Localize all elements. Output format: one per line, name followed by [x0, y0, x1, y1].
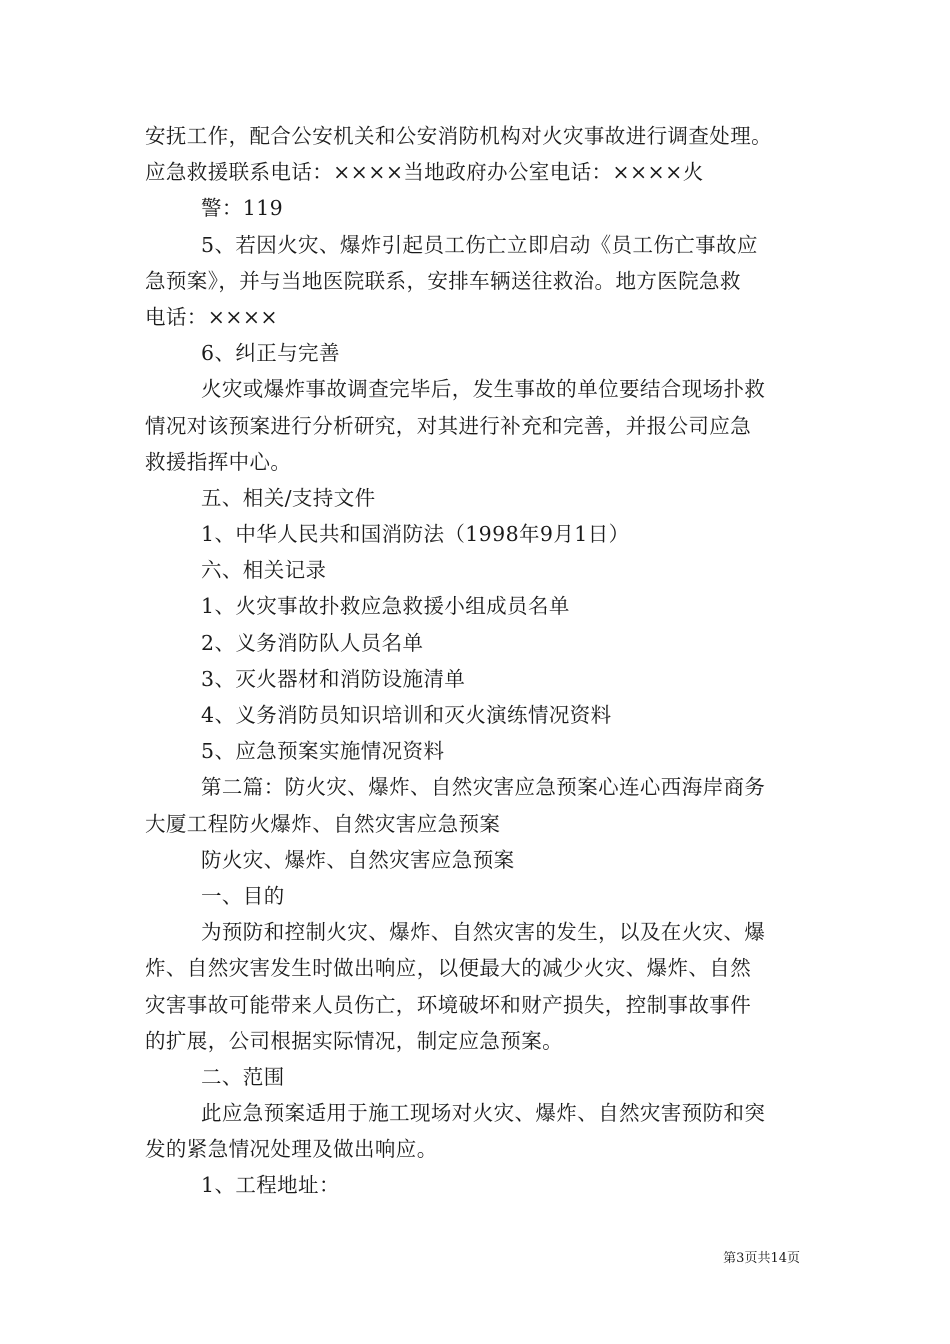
text-line: 为预防和控制火灾、爆炸、自然灾害的发生，以及在火灾、爆 [201, 920, 766, 945]
text-line: 急预案》，并与当地医院联系，安排车辆送往救治。地方医院急救 [145, 268, 741, 293]
text-line: 发的紧急情况处理及做出响应。 [145, 1137, 438, 1162]
text-line: 炸、自然灾害发生时做出响应，以便最大的减少火灾、爆炸、自然 [145, 956, 752, 981]
text-line: 火灾或爆炸事故调查完毕后，发生事故的单位要结合现场扑救 [201, 377, 766, 402]
text-line: 安抚工作，配合公安机关和公安消防机构对火灾事故进行调查处理。 [145, 124, 772, 148]
text-line: 电话：×××× [145, 304, 279, 329]
text-line: 二、范围 [201, 1064, 285, 1089]
text-line: 的扩展，公司根据实际情况，制定应急预案。 [145, 1028, 563, 1053]
text-line: 应急救援联系电话：××××当地政府办公室电话：××××火 [145, 160, 704, 185]
text-line: 1、火灾事故扑救应急救援小组成员名单 [201, 594, 570, 619]
text-line: 4、义务消防员知识培训和灭火演练情况资料 [201, 703, 612, 727]
text-line: 3、灭火器材和消防设施清单 [201, 666, 466, 691]
text-line: 5、若因火灾、爆炸引起员工伤亡立即启动《员工伤亡事故应 [201, 232, 758, 257]
text-line: 防火灾、爆炸、自然灾害应急预案 [201, 847, 515, 872]
text-line: 一、目的 [201, 883, 285, 908]
text-line: 6、纠正与完善 [201, 341, 340, 366]
text-line: 1、工程地址： [201, 1173, 340, 1198]
text-line: 2、义务消防队人员名单 [201, 630, 424, 655]
text-line: 此应急预案适用于施工现场对火灾、爆炸、自然灾害预防和突 [201, 1101, 766, 1126]
text-line: 灾害事故可能带来人员伤亡，环境破坏和财产损失，控制事故事件 [145, 992, 752, 1017]
text-line: 五、相关/支持文件 [201, 485, 376, 510]
text-line: 警：119 [201, 196, 284, 221]
body-text [145, 118, 825, 1204]
text-line: 情况对该预案进行分析研究，对其进行补充和完善，并报公司应急 [145, 413, 752, 438]
text-line: 5、应急预案实施情况资料 [201, 739, 445, 764]
text-line: 1、中华人民共和国消防法（1998年9月1日） [201, 522, 630, 547]
text-line: 第二篇：防火灾、爆炸、自然灾害应急预案心连心西海岸商务 [201, 775, 766, 800]
text-line: 救援指挥中心。 [145, 449, 292, 474]
text-line: 大厦工程防火爆炸、自然灾害应急预案 [145, 811, 501, 836]
text-line: 六、相关记录 [201, 558, 327, 583]
page-number-footer: 第3页共14页 [723, 1251, 800, 1266]
